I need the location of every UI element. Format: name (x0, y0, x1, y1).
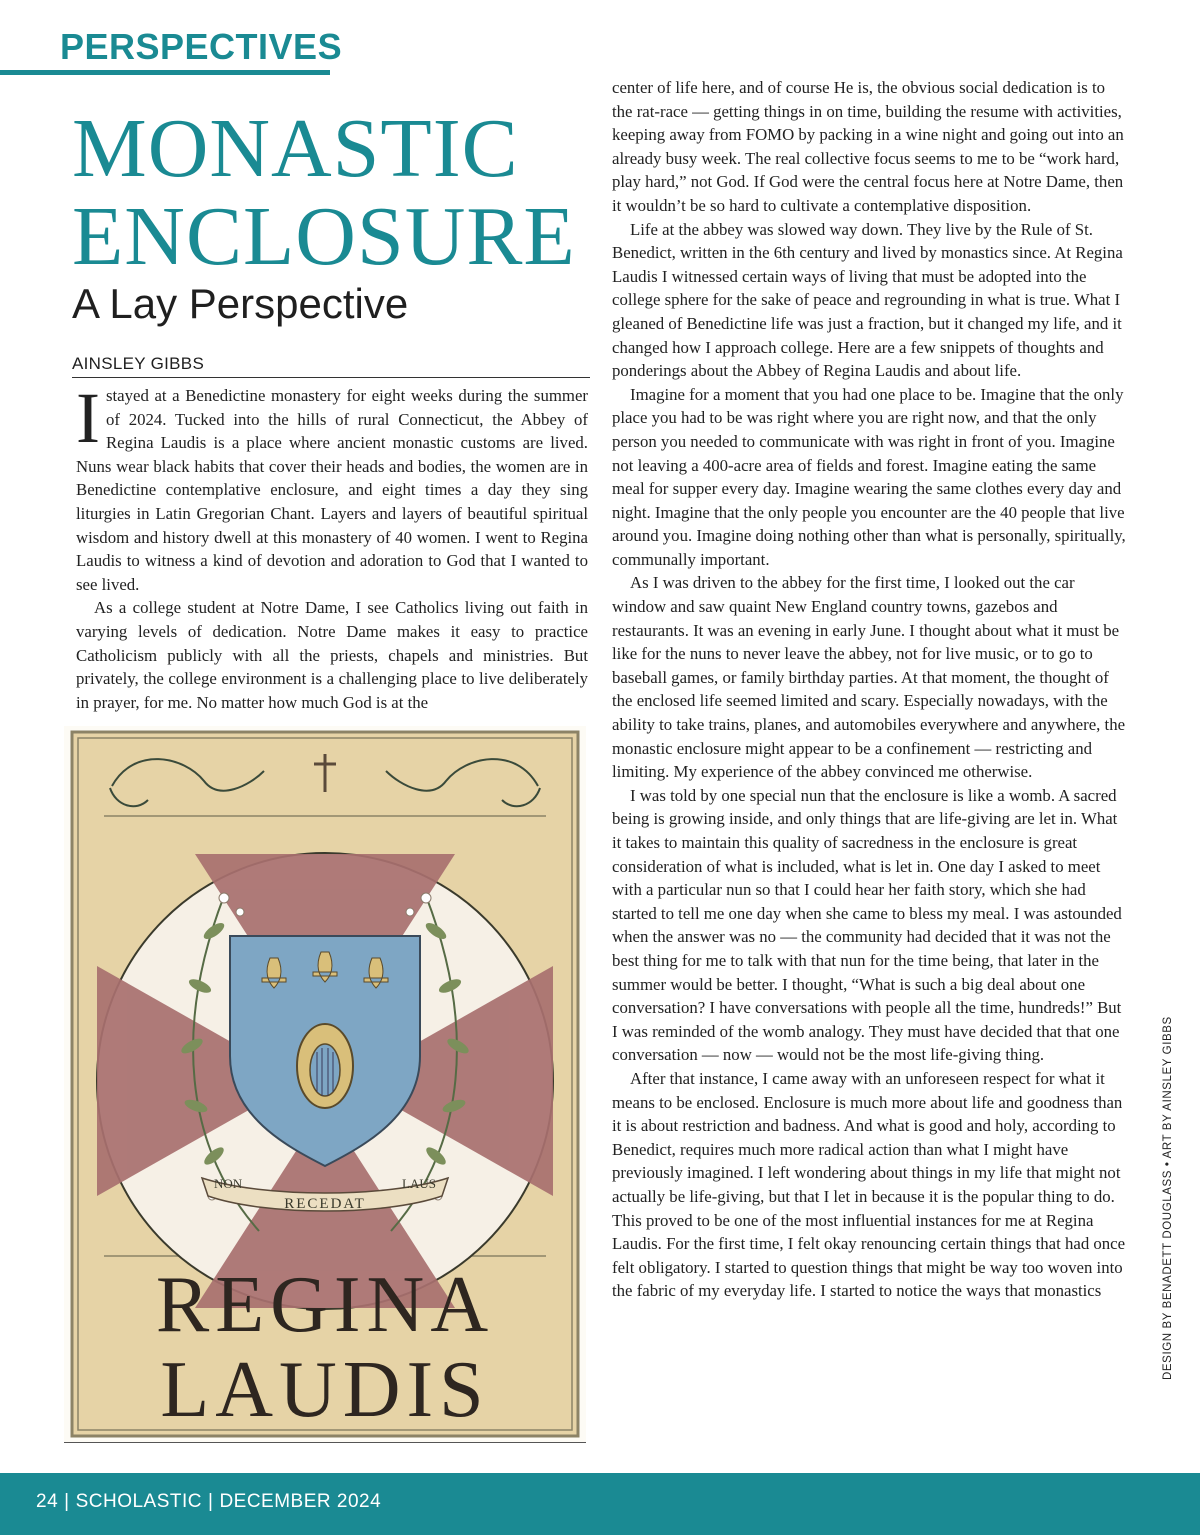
article-subtitle: A Lay Perspective (72, 280, 409, 327)
title-line-1: MONASTIC (72, 102, 519, 195)
paragraph-3: center of life here, and of course He is, the obvious social dedication is to the rat-race — getting things in on time, building the resume with activities, keeping away from FOMO by packing in a wine night and going out into an already busy week. The real collective focus seems to me to be “work hard, play hard,” not God. If God were the central focus here at Notre Dame, then it wouldn’t be so hard to cultivate a contemplative disposition. (612, 78, 1124, 215)
motto-left: NON (214, 1176, 243, 1191)
paragraph-6: As I was driven to the abbey for the first time, I looked out the car window and saw quaint New England country towns, gazebos and restaurants. It was an evening in early June. I thought about what it must be like for the nuns to never leave the abbey, not for live music, or to go to baseball games, or family birthday parties. At that moment, the thought of the enclosed life seemed limited and scary. Especially nowadays, with the ability to take trains, planes, and automobiles everywhere and anywhere, the monastic enclosure might appear to be a confinement — restricting and limiting. My experience of the abbey convinced me otherwise. (612, 573, 1126, 782)
paragraph-1-text: stayed at a Benedictine monastery for eight weeks during the summer of 2024. Tucked into the hills of rural Connecticut, the Abbey of Regina Laudis is a place where ancient monastic customs are lived. Nuns wear black habits that cover their heads and bodies, the women are in Benedictine contemplative enclosure, and eight times a day they sing liturgies in Latin Gregorian Chant. Layers and layers of beautiful spiritual wisdom and history dwell at this monastery of 40 women. I went to Regina Laudis to witness a kind of devotion and adoration to God that I wanted to see lived. (76, 386, 588, 594)
section-label: PERSPECTIVES (60, 26, 343, 67)
right-column (612, 76, 1128, 1303)
left-column (76, 378, 588, 714)
paragraph-4: Life at the abbey was slowed way down. They live by the Rule of St. Benedict, written in the 6th century and lived by monastics since. At Regina Laudis I witnessed certain ways of living that must be adopted into the college sphere for the sake of peace and regrounding in what is true. What I gleaned of Benedictine life was just a fraction, but it changed my life, and it changed how I approach college. Here are a few snippets of thoughts and ponderings about the Abbey of Regina Laudis and about life. (612, 219, 1123, 381)
lyre-icon (297, 1024, 353, 1108)
article-title (72, 102, 592, 283)
script-regina: REGINA (155, 1261, 495, 1349)
section-rule (0, 70, 330, 75)
paragraph-7: I was told by one special nun that the enclosure is like a womb. A sacred being is growing inside, and only things that are life-giving are let in. What it takes to maintain this quality of sacredness in the enclosure is great consideration of what is included, what is let in. One day I asked to meet with a particular nun so that I could hear her faith story, which she had started to tell me one day when she came to bless my meal. I was astounded when the answer was no — the community had decided that it was not the best thing for me to talk with that nun for the time being, that later in the summer would be better. I thought, “What is such a big deal about one conversation? I have conversations with people all the time, hundreds!” But I was reminded of the womb analogy. They must have decided that that one conversation — now — would not be the most life-giving thing. (612, 785, 1122, 1065)
footer-text (36, 1491, 381, 1513)
paragraph-8: After that instance, I came away with an unforeseen respect for what it means to be enclosed. Enclosure is much more about life and goodness than it is about restriction and badness. And what is good and holy, according to Benedict, requires much more radical action than what I might have previously imagined. I left wondering about things in my life that might not actually be life-giving, but that I let in because it is the popular thing to do. This proved to be one of the most influential instances for me at Regina Laudis. For the first time, I felt okay renouncing certain things that had once felt obligatory. I started to question things that might be way too woven into the fabric of my everyday life. I started to notice the ways that monastics (612, 1068, 1126, 1301)
page-footer (0, 1473, 1200, 1535)
page-number: 24 (36, 1491, 59, 1512)
drop-cap: I (76, 378, 100, 458)
byline: AINSLEY GIBBS (72, 354, 205, 373)
artwork (64, 726, 586, 1442)
issue-date: DECEMBER 2024 (219, 1491, 382, 1512)
paragraph-1 (76, 378, 588, 596)
footer-separator: | (64, 1491, 70, 1512)
paragraph-5: Imagine for a moment that you had one place to be. Imagine that the only place you had to be was right where you are right now, and that the only person you needed to communicate with was right in front of you. Imagine not leaving a 400-acre area of fields and forest. Imagine eating the same meal for supper every day. Imagine wearing the same clothes every day and night. Imagine that the only people you encounter are the 40 people that live around you. Imagine doing nothing other than what is personally, spiritually, communally important. (612, 384, 1126, 569)
publication-name: SCHOLASTIC (75, 1491, 202, 1512)
byline-rule (72, 377, 590, 378)
regina-laudis-illumination (64, 726, 586, 1442)
motto-right: LAUS (402, 1176, 436, 1191)
motto-middle: RECEDAT (284, 1196, 366, 1212)
art-credit: DESIGN BY BENADETT DOUGLASS • ART BY AINSLEY GIBBS (1162, 1016, 1174, 1380)
footer-separator: | (208, 1491, 214, 1512)
paragraph-2: As a college student at Notre Dame, I see Catholics living out faith in varying levels of dedication. Notre Dame makes it easy to practice Catholicism publicly with all the priests, chapels and ministries. But privately, the college environment is a challenging place to live deliberately in prayer, for me. No matter how much God is at the (76, 598, 588, 712)
artwork-rule (64, 1442, 586, 1443)
script-laudis: LAUDIS (160, 1346, 490, 1434)
title-line-2: ENCLOSURE (72, 190, 576, 283)
